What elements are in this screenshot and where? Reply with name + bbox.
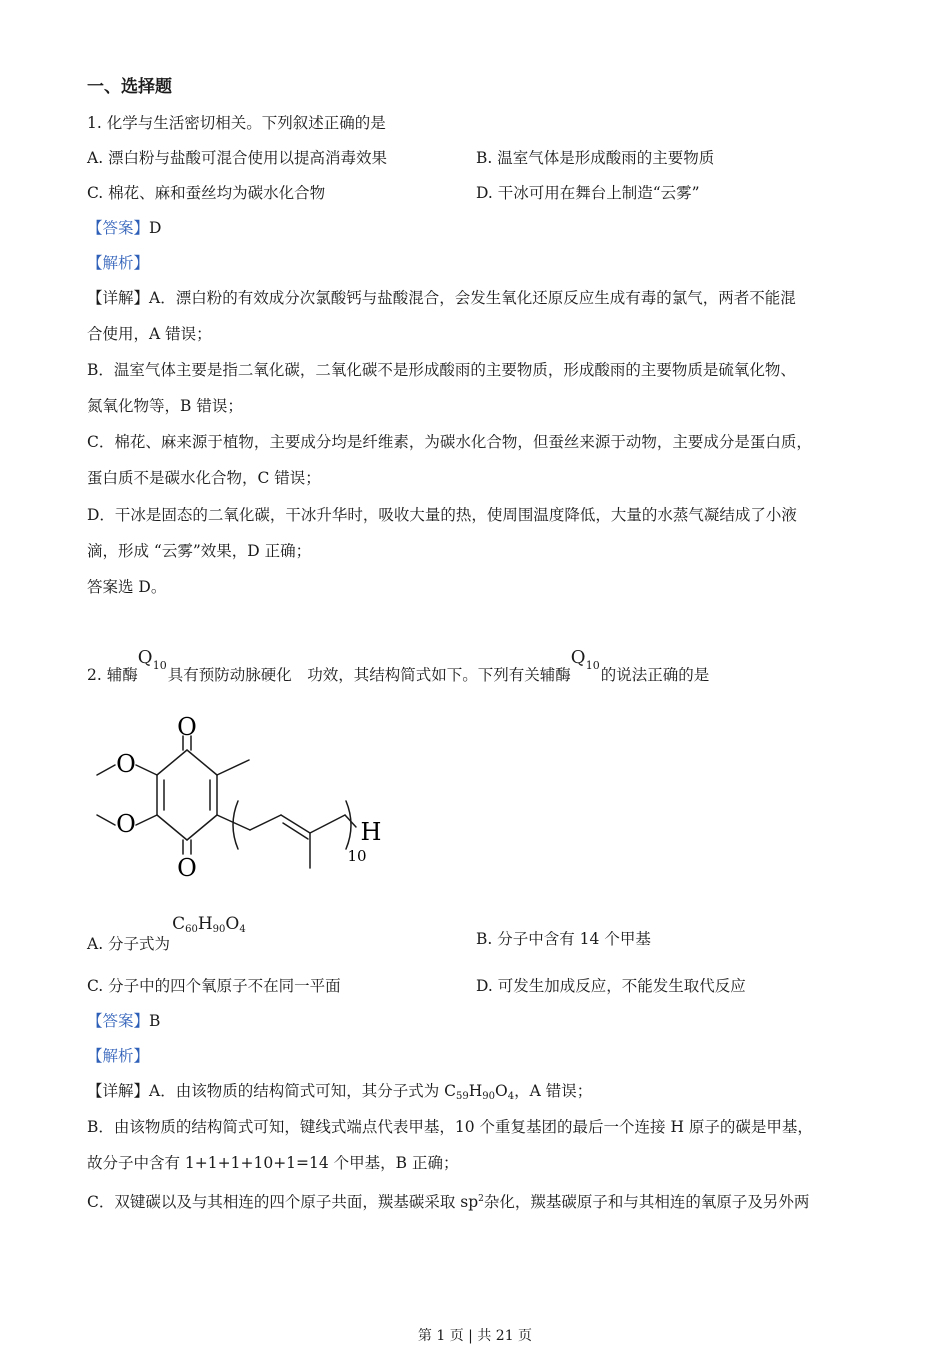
q2-option-c: C. 分子中的四个氧原子不在同一平面 (87, 977, 341, 995)
q1-detail-line: D．干冰是固态的二氧化碳，干冰升华时，吸收大量的热，使周围温度降低，大量的水蒸气凝结成了小液 (87, 506, 797, 524)
stem-part: 具有预防动脉硬化 功效，其结构简式如下。下列有关辅酶 (167, 666, 571, 684)
q1-detail-line: 滴，形成 “云雾”效果，D 正确； (87, 542, 312, 560)
element-h: H (468, 1082, 483, 1100)
subscript: 4 (239, 924, 246, 935)
detail-text: C．双键碳以及与其相连的四个原子共面，羰基碳采取 sp (87, 1193, 479, 1211)
molecular-formula (170, 914, 250, 949)
question-1-stem: 1. 化学与生活密切相关。下列叙述正确的是 (87, 114, 386, 132)
element-o: O (225, 914, 240, 934)
answer-tag: 【答案】 (87, 1012, 150, 1030)
subscript: 59 (456, 1091, 469, 1102)
atom-label-oxygen: O (177, 713, 197, 741)
q1-option-c: C. 棉花、麻和蚕丝均为碳水化合物 (87, 184, 326, 202)
q2-detail-line: B．由该物质的结构简式可知，键线式端点代表甲基，10 个重复基团的最后一个连接 H 原子的碳是甲基， (87, 1118, 813, 1136)
q-subscript: 10 (585, 659, 600, 672)
q1-option-a: A. 漂白粉与盐酸可混合使用以提高消毒效果 (87, 149, 388, 167)
q-subscript: 10 (152, 659, 167, 672)
stem-part: 2. 辅酶 (87, 666, 138, 684)
q2-detail-line: 故分子中含有 1+1+1+10+1=14 个甲基，B 正确； (87, 1154, 459, 1172)
question-2-stem (87, 647, 710, 685)
atom-label-hydrogen: H (360, 818, 382, 846)
element-c: C (172, 914, 186, 934)
q2-detail-line (87, 1189, 809, 1212)
q2-analysis-tag: 【解析】 (87, 1047, 150, 1065)
detail-tag: 【详解】 (87, 289, 150, 307)
q1-detail-line: B．温室气体主要是指二氧化碳，二氧化碳不是形成酸雨的主要物质，形成酸雨的主要物质是硫氧化物、 (87, 361, 796, 379)
q1-option-d: D. 干冰可用在舞台上制造“云雾” (476, 184, 700, 202)
atom-label-oxygen: O (116, 750, 136, 778)
q2-option-d: D. 可发生加成反应，不能发生取代反应 (476, 977, 746, 995)
element-o: O (495, 1082, 508, 1100)
option-prefix: A. 分子式为 (87, 935, 171, 953)
q1-detail-line (87, 288, 796, 308)
detail-text: 杂化，羰基碳原子和与其相连的氧原子及另外两 (483, 1193, 810, 1211)
q-letter: Q (570, 647, 586, 668)
q1-detail-line: C．棉花、麻来源于植物，主要成分均是纤维素，为碳水化合物，但蚕丝来源于动物，主要成分是蛋白质， (87, 433, 812, 451)
q1-detail-line: 合使用，A 错误； (87, 325, 212, 343)
q2-option-a (87, 914, 250, 954)
answer-value: B (149, 1012, 161, 1030)
coenzyme-q10-symbol (137, 647, 168, 680)
element-h: H (197, 914, 213, 934)
detail-text: ，A 错误； (514, 1082, 593, 1100)
q2-answer (87, 1011, 160, 1031)
detail-text: A．漂白粉的有效成分次氯酸钙与盐酸混合，会发生氧化还原反应生成有毒的氯气，两者不能混 (149, 289, 796, 307)
answer-value: D (149, 219, 162, 237)
q-letter: Q (137, 647, 153, 668)
q1-answer (87, 218, 161, 238)
detail-text: A．由该物质的结构简式可知，其分子式为 C (149, 1082, 456, 1100)
subscript: 60 (185, 924, 198, 935)
q1-conclusion: 答案选 D。 (87, 578, 167, 596)
page-footer: 第 1 页 | 共 21 页 (417, 1328, 533, 1344)
q1-option-b: B. 温室气体是形成酸雨的主要物质 (476, 149, 715, 167)
atom-label-oxygen: O (177, 854, 197, 882)
coenzyme-q10-symbol (570, 647, 601, 680)
section-title: 一、选择题 (87, 77, 172, 97)
atom-label-oxygen: O (116, 810, 136, 838)
subscript: 4 (507, 1091, 515, 1102)
superscript: 2 (478, 1194, 484, 1204)
subscript: 90 (482, 1091, 495, 1102)
q2-option-b: B. 分子中含有 14 个甲基 (476, 930, 651, 948)
stem-part: 的说法正确的是 (600, 666, 710, 684)
detail-tag: 【详解】 (87, 1082, 150, 1100)
answer-tag: 【答案】 (87, 219, 150, 237)
repeat-count-label: 10 (347, 847, 367, 865)
q1-detail-line: 氮氧化物等，B 错误； (87, 397, 243, 415)
q1-analysis-tag: 【解析】 (87, 254, 150, 272)
subscript: 90 (212, 924, 226, 935)
q1-detail-line: 蛋白质不是碳水化合物，C 错误； (87, 469, 321, 487)
coenzyme-q10-structure (85, 705, 395, 895)
q2-detail-line (87, 1081, 592, 1107)
